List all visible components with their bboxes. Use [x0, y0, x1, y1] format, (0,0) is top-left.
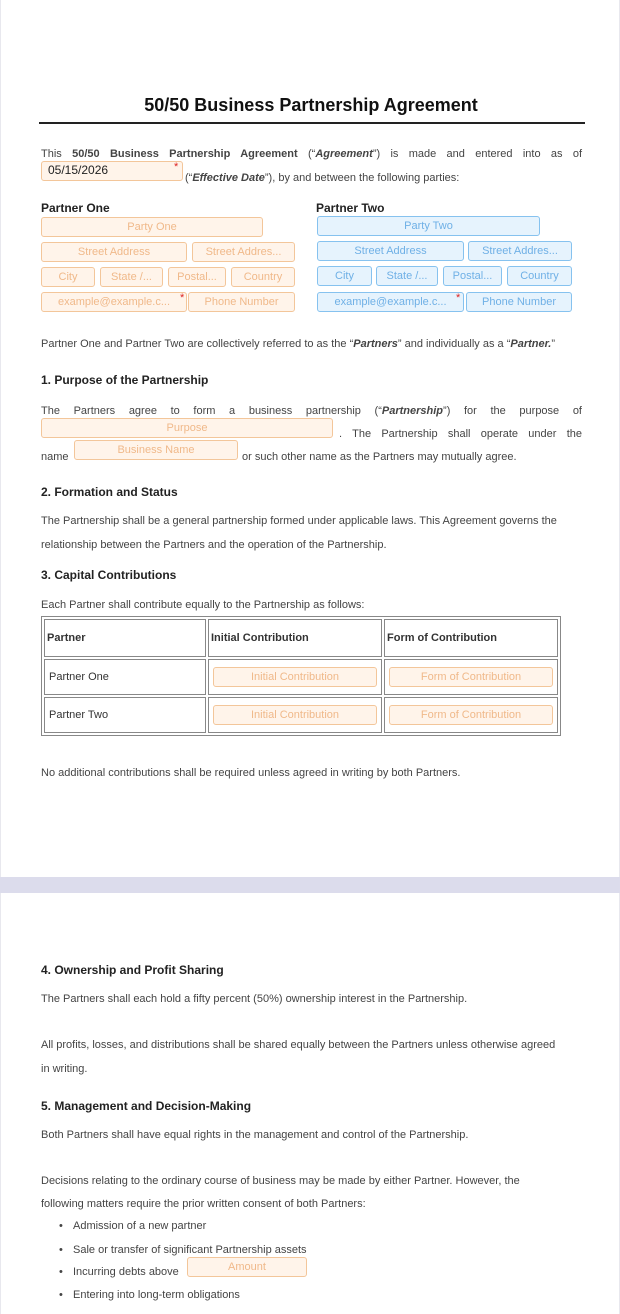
purpose-field[interactable]: Purpose — [41, 418, 333, 438]
partner-one-street1-field[interactable]: Street Address — [41, 242, 187, 262]
initial-contribution-field[interactable]: Initial Contribution — [213, 667, 377, 687]
section-2-heading: 2. Formation and Status — [41, 485, 178, 499]
table-row — [44, 659, 558, 695]
section-4-p1: The Partners shall each hold a fifty percent (50%) ownership interest in the Partnership. — [41, 993, 468, 1005]
list-item: • Admission of a new partner — [59, 1220, 206, 1232]
section-5-p2-line-1: Decisions relating to the ordinary course of business may be made by either Partner. However, the — [41, 1175, 520, 1187]
section-1-line-1: The Partners agree to form a business partnership (“Partnership”) for the purpose of — [41, 405, 582, 417]
table-row — [44, 697, 558, 733]
section-1-heading: 1. Purpose of the Partnership — [41, 373, 209, 387]
form-of-contribution-field[interactable]: Form of Contribution — [389, 667, 553, 687]
column-header-initial: Initial Contribution — [208, 619, 382, 657]
business-name-field[interactable]: Business Name — [74, 440, 238, 460]
page-separator — [0, 877, 620, 893]
partner-two-phone-field[interactable]: Phone Number — [466, 292, 572, 312]
intro-agreement-name: 50/50 Business Partnership Agreement — [72, 148, 298, 160]
required-marker: * — [456, 292, 461, 304]
required-marker: * — [174, 161, 179, 173]
section-1-line-2: . The Partnership shall operate under the — [339, 428, 582, 440]
section-4-p2-line-1: All profits, losses, and distributions shall be shared equally between the Partners unless otherwise agreed — [41, 1039, 556, 1051]
list-item: • Incurring debts above — [59, 1266, 179, 1278]
partner-two-city-field[interactable]: City — [317, 266, 372, 286]
section-5-p1: Both Partners shall have equal rights in the management and control of the Partnership. — [41, 1129, 469, 1141]
partner-one-street2-field[interactable]: Street Addres... — [192, 242, 295, 262]
section-3-footer: No additional contributions shall be required unless agreed in writing by both Partners. — [41, 767, 461, 779]
partnership-term: Partnership — [381, 405, 444, 417]
section-2-line-2: relationship between the Partners and the operation of the Partnership. — [41, 539, 387, 551]
partner-one-email-field[interactable]: example@example.c... — [41, 292, 187, 312]
partner-one-heading: Partner One — [41, 201, 110, 215]
section-3-intro: Each Partner shall contribute equally to the Partnership as follows: — [41, 599, 365, 611]
section-4-heading: 4. Ownership and Profit Sharing — [41, 963, 224, 977]
partner-two-heading: Partner Two — [316, 201, 385, 215]
effective-date-field[interactable]: 05/15/2026 — [41, 161, 183, 181]
partner-one-postal-field[interactable]: Postal... — [168, 267, 226, 287]
intro-pre: This — [41, 148, 62, 160]
partner-one-city-field[interactable]: City — [41, 267, 95, 287]
amount-field[interactable]: Amount — [187, 1257, 307, 1277]
document-page-2 — [0, 893, 620, 1314]
partner-two-country-field[interactable]: Country — [507, 266, 572, 286]
partners-definition: Partner One and Partner Two are collectively referred to as the “Partners” and individually as a “Partner.” — [41, 338, 556, 350]
column-header-form: Form of Contribution — [384, 619, 558, 657]
section-5-heading: 5. Management and Decision-Making — [41, 1099, 252, 1113]
intro-line-1 — [41, 147, 582, 161]
name-label: name — [41, 451, 69, 463]
document-title: 50/50 Business Partnership Agreement — [144, 95, 478, 115]
section-1-line-3: or such other name as the Partners may mutually agree. — [242, 451, 517, 463]
intro-agreement-def: (“Agreement”) is made and entered into as of — [308, 148, 583, 160]
contributions-table — [41, 616, 561, 736]
section-5-p2-line-2: following matters require the prior written consent of both Partners: — [41, 1198, 366, 1210]
partner-two-state-field[interactable]: State /... — [376, 266, 438, 286]
required-marker: * — [180, 292, 185, 304]
partner-two-name-field[interactable]: Party Two — [317, 216, 540, 236]
partner-term: Partner. — [510, 338, 552, 350]
initial-contribution-field[interactable]: Initial Contribution — [213, 705, 377, 725]
effective-date-term: Effective Date — [192, 172, 265, 184]
partner-two-postal-field[interactable]: Postal... — [443, 266, 502, 286]
section-4-p2-line-2: in writing. — [41, 1063, 88, 1075]
partner-two-street2-field[interactable]: Street Addres... — [468, 241, 572, 261]
table-header-row — [44, 619, 558, 657]
list-item: • Sale or transfer of significant Partnership assets — [59, 1244, 307, 1256]
form-of-contribution-field[interactable]: Form of Contribution — [389, 705, 553, 725]
partner-one-phone-field[interactable]: Phone Number — [188, 292, 295, 312]
partner-one-country-field[interactable]: Country — [231, 267, 295, 287]
partner-two-street1-field[interactable]: Street Address — [317, 241, 464, 261]
partner-one-name-field[interactable]: Party One — [41, 217, 263, 237]
column-header-partner: Partner — [44, 619, 206, 657]
partner-two-email-field[interactable]: example@example.c... — [317, 292, 464, 312]
agreement-term: Agreement — [315, 148, 373, 160]
section-3-heading: 3. Capital Contributions — [41, 568, 177, 582]
partner-one-state-field[interactable]: State /... — [100, 267, 163, 287]
intro-line-2: (“Effective Date”), by and between the following parties: — [185, 172, 460, 184]
partners-term: Partners — [353, 338, 398, 350]
section-2-line-1: The Partnership shall be a general partnership formed under applicable laws. This Agreement governs the — [41, 515, 557, 527]
list-item: • Entering into long-term obligations — [59, 1289, 240, 1301]
title-divider — [39, 122, 585, 124]
partner-cell: Partner One — [44, 659, 206, 695]
partner-cell: Partner Two — [44, 697, 206, 733]
